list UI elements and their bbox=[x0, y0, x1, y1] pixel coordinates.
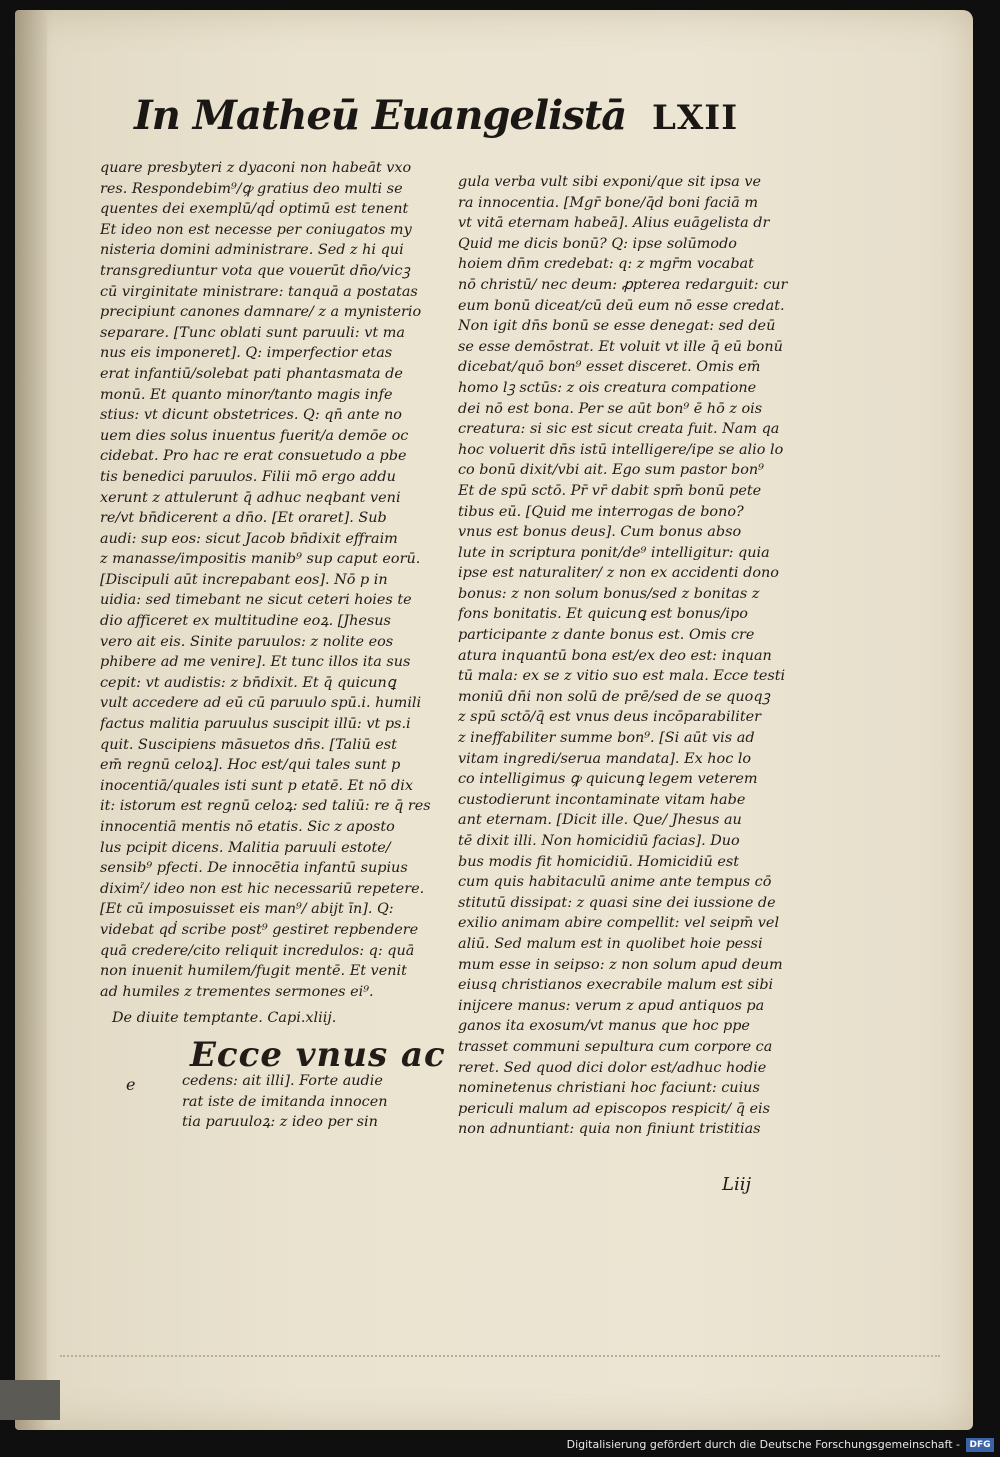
text-line: videbat qḋ scribe post⁹ gestiret repbendere bbox=[100, 921, 419, 938]
text-line: Quid me dicis bonū? Q: ipse solūmodo bbox=[458, 235, 737, 252]
text-line: ad humiles z trementes sermones ei⁹. bbox=[100, 983, 374, 1000]
text-line: moniū dn̄i non solū de prē/sed de se quoqꝫ bbox=[458, 688, 770, 705]
running-title: In Matheū Euangelistā bbox=[134, 92, 627, 139]
text-line: ipse est naturaliter/ z non ex accidenti dono bbox=[458, 565, 779, 582]
text-line: bonus: z non solum bonus/sed z bonitas z bbox=[458, 585, 760, 602]
text-line: ant eternam. [Dicit ille. Que/ Jhesus au bbox=[458, 812, 742, 829]
text-line: diximˀ/ ideo non est hic necessariū repetere. bbox=[100, 880, 425, 897]
text-line: vt vitā eternam habeā]. Alius euāgelista dr bbox=[458, 215, 770, 232]
initial-block bbox=[100, 1034, 446, 1155]
text-line: inocentiā/quales isti sunt p etatē. Et nō dix bbox=[100, 777, 413, 794]
text-line: cepit: vt audistis: z bn̄dixit. Et q̄ quicunꝗ bbox=[100, 674, 396, 691]
text-line: [Et cū imposuisset eis man⁹/ abijt īn]. Q: bbox=[100, 901, 394, 918]
text-line: nō christū/ nec deum: ꝓpterea redarguit: cur bbox=[458, 276, 788, 293]
text-line: inijcere manus: verum z apud antiquos pa bbox=[458, 997, 765, 1014]
text-line: erat infantiū/solebat pati phantasmata de bbox=[100, 365, 403, 382]
text-line: quā credere/cito reliquit incredulos: q: quā bbox=[100, 942, 415, 959]
text-line: z ineffabiliter summe bon⁹. [Si aūt vis ad bbox=[458, 730, 755, 747]
text-line: quare presbyteri z dyaconi non habeāt vxo bbox=[100, 160, 412, 176]
initial-continuation-lines bbox=[182, 1071, 432, 1133]
text-line: atura inquantū bona est/ex deo est: inquan bbox=[458, 647, 772, 664]
text-line: co intelligimus ꝙ quicunꝗ legem veterem bbox=[458, 771, 758, 788]
text-line: nus eis imponeret]. Q: imperfectior etas bbox=[100, 345, 393, 362]
text-line: xerunt z attulerunt q̄ adhuc neqbant veni bbox=[100, 489, 401, 506]
text-line: vnus est bonus deus]. Cum bonus abso bbox=[458, 524, 742, 541]
left-column-lines bbox=[100, 158, 432, 1002]
text-line: eiusq christianos execrabile malum est sibi bbox=[458, 977, 774, 994]
dfg-logo: DFG bbox=[966, 1438, 994, 1452]
text-line: quentes dei exemplū/qḋ optimū est tenent bbox=[100, 201, 409, 218]
text-line: se esse demōstrat. Et voluit vt ille q̄ eū bonū bbox=[458, 338, 783, 355]
text-line: uem dies solus inuentus fuerit/a demōe oc bbox=[100, 427, 409, 444]
page-gutter-shadow bbox=[15, 10, 47, 1430]
text-line: res. Respondebim⁹/ꝙ gratius deo multi se bbox=[100, 180, 403, 197]
text-line: tia paruuloꝝ: z ideo per sin bbox=[182, 1114, 378, 1131]
text-line: audi: sup eos: sicut Jacob bn̄dixit effraim bbox=[100, 530, 398, 547]
text-line: cedens: ait illi]. Forte audie bbox=[182, 1072, 383, 1089]
text-line: phibere ad me venire]. Et tunc illos ita sus bbox=[100, 654, 411, 671]
text-line: dicebat/quō bon⁹ esset disceret. Omis em̄ bbox=[458, 359, 761, 376]
text-line: stius: vt dicunt obstetrices. Q: qn̄ ante no bbox=[100, 407, 402, 424]
text-line: non inuenit humilem/fugit mentē. Et venit bbox=[100, 963, 407, 980]
text-line: participante z dante bonus est. Omis cre bbox=[458, 627, 755, 644]
text-line: homo lꝫ sctūs: z ois creatura compatione bbox=[458, 379, 757, 396]
text-line: Non igit dn̄s bonū se esse denegat: sed deū bbox=[458, 318, 776, 335]
text-line: dei nō est bona. Per se aūt bon⁹ ē hō z ois bbox=[458, 400, 763, 417]
text-line: [Discipuli aūt increpabant eos]. Nō p in bbox=[100, 571, 388, 588]
text-line: cidebat. Pro hac re erat consuetudo a pbe bbox=[100, 448, 407, 465]
text-line: trasset communi sepultura cum corpore ca bbox=[458, 1038, 773, 1055]
text-line: vult accedere ad eū cū paruulo spū.i. humili bbox=[100, 695, 422, 712]
footer-bar bbox=[0, 1436, 1000, 1457]
chapter-heading: De diuite temptante. Capi.xliij. bbox=[112, 1010, 337, 1027]
text-line: sensib⁹ pfecti. De innocētia infantū supius bbox=[100, 860, 408, 877]
folio-number: LXII bbox=[652, 98, 739, 138]
text-line: hoc voluerit dn̄s istū intelligere/ipe se alio lo bbox=[458, 441, 784, 458]
text-line: tibus eū. [Quid me interrogas de bono? bbox=[458, 503, 744, 520]
text-line: nisteria domini administrare. Sed z hi qui bbox=[100, 242, 404, 259]
text-line: vitam ingredi/serua mandata]. Ex hoc lo bbox=[458, 750, 752, 767]
text-line: em̄ regnū celoꝝ]. Hoc est/qui tales sunt p bbox=[100, 757, 401, 774]
text-line: Et de spū sctō. Pr̄ vr̄ dabit spm̄ bonū pete bbox=[458, 482, 762, 499]
text-line: custodierunt incontaminate vitam habe bbox=[458, 791, 746, 808]
text-line: tū mala: ex se z vitio suo est mala. Ecce testi bbox=[458, 668, 786, 685]
left-text-column bbox=[100, 158, 446, 1155]
text-line: tis benedici paruulos. Filii mō ergo addu bbox=[100, 468, 396, 485]
text-line: re/vt bn̄dicerent a dn̄o. [Et oraret]. Sub bbox=[100, 510, 387, 527]
scan-dotted-line bbox=[60, 1355, 940, 1357]
text-line: tē dixit illi. Non homicidiū facias]. Duo bbox=[458, 833, 740, 849]
text-line: monū. Et quanto minor/tanto magis infe bbox=[100, 386, 393, 403]
text-line: periculi malum ad episcopos respicit/ q̄ eis bbox=[458, 1100, 771, 1117]
text-line: z manasse/impositis manib⁹ sup caput eorū. bbox=[100, 551, 421, 568]
text-line: factus malitia paruulus suscipit illū: vt ps.i bbox=[100, 716, 411, 733]
text-line: vero ait eis. Sinite paruulos: z nolite eos bbox=[100, 633, 394, 650]
text-line: mum esse in seipso: z non solum apud deum bbox=[458, 956, 783, 973]
text-line: innocentiā mentis nō etatis. Sic z aposto bbox=[100, 819, 395, 835]
text-line: eum bonū diceat/cū deū eum nō esse credat. bbox=[458, 297, 785, 314]
text-line: nominetenus christiani hoc faciunt: cuius bbox=[458, 1080, 760, 1097]
text-line: rat iste de imitanda innocen bbox=[182, 1093, 388, 1110]
text-line: uidia: sed timebant ne sicut ceteri hoies te bbox=[100, 592, 412, 609]
text-line: stitutū dissipat: z quasi sine dei iussione de bbox=[458, 894, 776, 911]
footer-credit: Digitalisierung gefördert durch die Deutsche Forschungsgemeinschaft - bbox=[566, 1438, 960, 1451]
text-line: z spū sctō/q̄ est vnus deus incōparabiliter bbox=[458, 709, 762, 726]
text-line: aliū. Sed malum est in quolibet hoie pessi bbox=[458, 935, 763, 952]
text-line: bus modis fit homicidiū. Homicidiū est bbox=[458, 853, 740, 870]
text-line: separare. [Tunc oblati sunt paruuli: vt ma bbox=[100, 324, 405, 341]
text-line: it: istorum est regnū celoꝝ: sed taliū: re q̄ res bbox=[100, 798, 431, 815]
decorated-initial-word: Ecce vnus ac bbox=[190, 1034, 446, 1075]
guide-letter: e bbox=[126, 1074, 136, 1094]
binding-strip bbox=[0, 1380, 60, 1420]
text-line: exilio animam abire compellit: vel seipm̄ vel bbox=[458, 915, 780, 932]
text-line: Et ideo non est necesse per coniugatos my bbox=[100, 221, 412, 238]
text-line: hoiem dn̄m credebat: q: z mgr̄m vocabat bbox=[458, 256, 754, 273]
text-line: transgrediuntur vota que vouerūt dn̄o/vicꝫ bbox=[100, 262, 410, 279]
text-line: reret. Sed quod dici dolor est/adhuc hodie bbox=[458, 1059, 767, 1076]
text-line: ganos ita exosum/vt manus que hoc ppe bbox=[458, 1018, 750, 1035]
text-line: cum quis habitaculū anime ante tempus cō bbox=[458, 874, 772, 891]
text-line: lute in scriptura ponit/de⁹ intelligitur: quia bbox=[458, 544, 770, 561]
text-line: cū virginitate ministrare: tanquā a postatas bbox=[100, 283, 418, 300]
text-line: co bonū dixit/vbi ait. Ego sum pastor bon⁹ bbox=[458, 462, 764, 479]
right-column-lines bbox=[458, 172, 793, 1140]
text-line: quit. Suscipiens māsuetos dn̄s. [Taliū est bbox=[100, 736, 397, 753]
text-line: ra innocentia. [Mgr̄ bone/q̄d boni faciā m bbox=[458, 194, 759, 211]
signature-mark: Liij bbox=[722, 1174, 752, 1195]
text-line: dio afficeret ex multitudine eoꝝ. [Jhesus bbox=[100, 613, 391, 630]
right-text-column bbox=[458, 172, 793, 1140]
text-line: lus pcipit dicens. Malitia paruuli estote/ bbox=[100, 839, 391, 856]
text-line: non adnuntiant: quia non finiunt tristitias bbox=[458, 1121, 761, 1138]
page-header bbox=[122, 92, 762, 152]
text-line: fons bonitatis. Et quicunꝗ est bonus/ipo bbox=[458, 606, 748, 623]
text-line: creatura: si sic est sicut creata fuit. Nam qa bbox=[458, 421, 780, 438]
text-line: precipiunt canones damnare/ z a mynisterio bbox=[100, 304, 422, 321]
text-line: gula verba vult sibi exponi/que sit ipsa ve bbox=[458, 174, 762, 190]
